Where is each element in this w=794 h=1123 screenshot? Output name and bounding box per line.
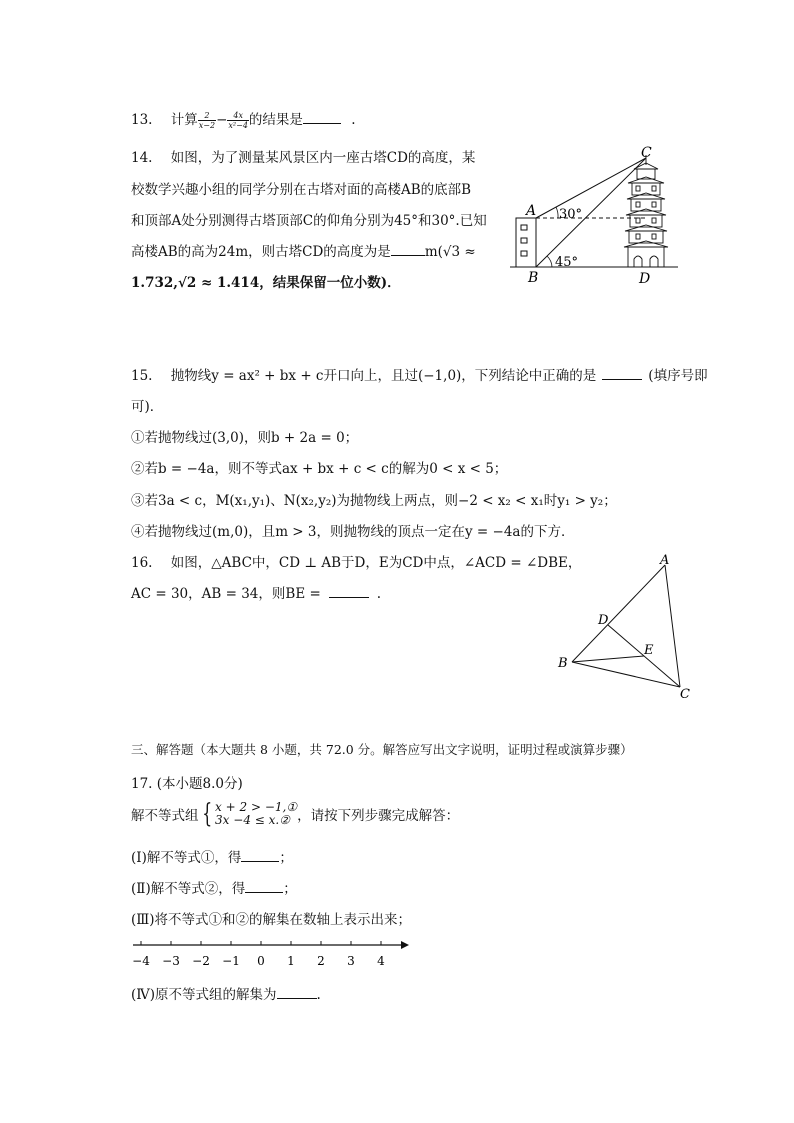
q15-line1-tail: (填序号即 — [648, 368, 708, 384]
window-icon — [521, 238, 527, 243]
triangle-figure — [548, 550, 698, 705]
label-e: E — [644, 643, 654, 658]
brace-icon: { — [201, 799, 212, 829]
q15-answer-blank[interactable] — [602, 367, 642, 380]
q13-fraction-2: $\frac{4x}{\text{x²−4}}$ — [228, 111, 248, 130]
tick-label: 1 — [287, 954, 295, 968]
q17-step-4-end: . — [316, 987, 321, 1003]
tick-label: −1 — [222, 954, 240, 968]
tick-label: −3 — [162, 954, 180, 968]
arrow-right-icon — [401, 941, 409, 949]
q17-step-3: (Ⅲ)将不等式①和②的解集在数轴上表示出来； — [131, 912, 412, 928]
q15-option-4: ④若抛物线过(m,0)，且m > 3，则抛物线的顶点一定在y = −4a的下方． — [131, 524, 575, 540]
tick-label: 3 — [347, 954, 355, 968]
window-icon — [521, 225, 527, 230]
label-a: A — [526, 203, 537, 219]
q16-line1: 如图，△ABC中，CD ⊥ AB于D，E为CD中点，∠ACD = ∠DBE， — [170, 555, 582, 571]
tick-label: −2 — [192, 954, 210, 968]
q16-end: . — [376, 586, 382, 602]
q13-end: . — [351, 112, 356, 128]
q17-system — [131, 801, 459, 827]
q14-number: 14. — [131, 150, 153, 166]
label-a: A — [660, 553, 670, 568]
label-angle-30: 30° — [559, 207, 583, 222]
side-bc — [572, 662, 680, 687]
q14-line2: 校数学兴趣小组的同学分别在古塔对面的高楼AB的底部B — [131, 182, 472, 198]
label-angle-45: 45° — [555, 255, 579, 270]
q17-step-2: (Ⅱ)解不等式②，得 — [131, 881, 246, 897]
label-b: B — [558, 656, 568, 671]
q16-line2: AC = 30，AB = 34，则BE = — [131, 586, 321, 602]
q16-answer-blank[interactable] — [329, 585, 369, 598]
q14-line4-tail: m(√3 ≈ — [424, 244, 476, 260]
window-icon — [521, 251, 527, 256]
angle-45-arc — [547, 256, 552, 267]
q15-option-2: ②若b = −4a，则不等式ax + bx + c < c的解为0 < x < 5； — [131, 461, 508, 477]
sight-line-b — [536, 158, 646, 267]
tick-label: −4 — [132, 954, 150, 968]
q13-fraction-1: $\frac{2}{x-2}$ — [198, 111, 216, 130]
tick-label: 4 — [377, 954, 385, 968]
q13-text-pre: 计算 — [170, 112, 198, 128]
q15-option-3: ③若3a < c，M(x₁,y₁)、N(x₂,y₂)为抛物线上两点，则−2 < x₂ < x₁时y₁ > y₂； — [131, 493, 617, 509]
q14-line3: 和顶部A处分别测得古塔顶部C的仰角分别为45°和30°.已知 — [131, 213, 487, 229]
segment-be — [572, 656, 644, 662]
q17-text-post: ，请按下列步骤完成解答： — [297, 808, 460, 824]
q13-text-post: 的结果是 — [248, 112, 303, 128]
side-ac — [665, 565, 680, 687]
q16-number: 16. — [131, 555, 153, 571]
q14-line5: 1.732,√2 ≈ 1.414，结果保留一位小数)． — [131, 275, 401, 291]
q14-line1: 如图，为了测量某风景区内一座古塔CD的高度，某 — [170, 150, 476, 166]
pagoda-icon — [624, 155, 668, 267]
question-13 — [131, 108, 356, 130]
q17-step-2-end: ； — [283, 881, 297, 897]
sight-line-a — [536, 158, 646, 218]
q15-line2: 可)． — [131, 399, 164, 415]
q17-step-1: (Ⅰ)解不等式①，得 — [131, 850, 242, 866]
number-line — [125, 935, 420, 971]
q15-number: 15. — [131, 368, 153, 384]
label-d: D — [598, 613, 609, 628]
q17-step-4: (Ⅳ)原不等式组的解集为 — [131, 987, 277, 1003]
q17-inequality-1: x + 2 > −1,① — [215, 800, 298, 814]
q17-heading: 17. (本小题8.0分) — [131, 776, 243, 792]
q17-step-4-blank[interactable] — [277, 986, 317, 999]
label-c: C — [641, 145, 652, 161]
label-c: C — [680, 687, 690, 702]
label-d: D — [639, 271, 651, 285]
q17-inequality-2: 3x −4 ≤ x.② — [215, 813, 290, 827]
q15-option-1: ①若抛物线过(3,0)，则b + 2a = 0； — [131, 430, 359, 446]
q13-minus: − — [216, 112, 228, 128]
q17-text-pre: 解不等式组 — [131, 808, 199, 824]
q17-step-1-end: ； — [279, 850, 293, 866]
q17-step-1-blank[interactable] — [241, 849, 279, 862]
label-b: B — [528, 270, 539, 285]
tower-figure — [500, 145, 685, 285]
q14-answer-blank[interactable] — [391, 243, 425, 256]
tick-label: 0 — [257, 954, 265, 968]
tick-label: 2 — [317, 954, 325, 968]
angle-30-arc — [556, 207, 558, 218]
q17-step-2-blank[interactable] — [245, 880, 283, 893]
q14-line4: 高楼AB的高为24m，则古塔CD的高度为是 — [131, 244, 391, 260]
section-3-heading: 三、解答题（本大题共 8 小题，共 72.0 分。解答应写出文字说明，证明过程或演算步骤） — [131, 742, 633, 757]
q13-number: 13. — [131, 112, 153, 128]
q15-line1: 抛物线y = ax² + bx + c开口向上，且过(−1,0)，下列结论中正确的是 — [170, 368, 597, 384]
q13-answer-blank[interactable] — [303, 111, 341, 124]
